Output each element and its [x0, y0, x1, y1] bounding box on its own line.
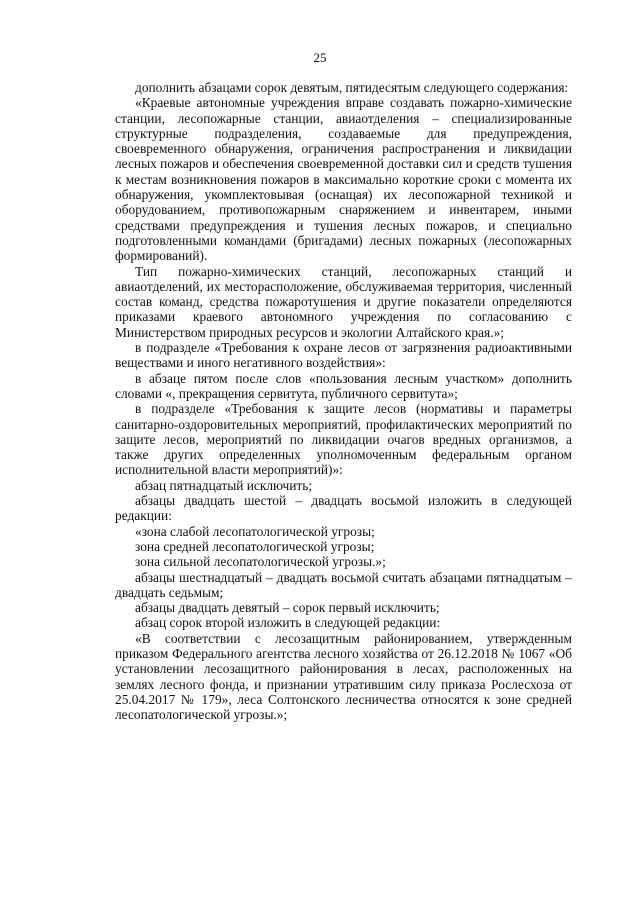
paragraph: «Краевые автономные учреждения вправе создавать пожарно-химические станции, лесопожарные станции, авиаотделения – специализированные структурные подразделения, создаваемые для предупреждения, своевременного обнаружения, ограничения распространения и ликвидации лесных пожаров и обеспечения своевременной доставки сил и средств тушения к местам возникновения пожаров в максимально короткие сроки с момента их обнаружения, укомплектовывая (оснащая) их лесопожарной техникой и оборудованием, противопожарным снаряжением и инвентарем, иными средствами предупреждения и тушения лесных пожаров, и специально подготовленными командами (бригадами) лесных пожарных (лесопожарных формирований). [115, 95, 572, 264]
paragraph: абзац сорок второй изложить в следующей редакции: [135, 615, 441, 631]
paragraph: в абзаце пятом после слов «пользования лесным участком» дополнить словами «, прекращения сервитута, публичного сервитута»; [115, 370, 572, 401]
paragraph: «В соответствии с лесозащитным районированием, утвержденным приказом Федерального агентства лесного хозяйства от 26.12.2018 № 1067 «Об установлении лесозащитного районирования в лесах, расположенных на землях лесного фонда, и признании утратившим силу приказа Рослесхоза от 25.04.2017 № 179», леса Солтонского лесничества относятся к зоне средней лесопатологической угрозы.»; [115, 630, 572, 723]
paragraph: абзацы двадцать девятый – сорок первый исключить; [135, 600, 440, 616]
paragraph: в подразделе «Требования к охране лесов от загрязнения радиоактивными веществами и иного негативного воздействия»: [115, 340, 572, 371]
paragraph: зона сильной лесопатологической угрозы.»; [135, 554, 386, 570]
document-body [115, 80, 572, 722]
paragraph: абзацы двадцать шестой – двадцать восьмой изложить в следующей редакции: [115, 493, 572, 524]
paragraph: зона средней лесопатологической угрозы; [135, 538, 375, 554]
paragraph: абзацы шестнадцатый – двадцать восьмой считать абзацами пятнадцатым – двадцать седьмым; [115, 569, 572, 600]
paragraph: в подразделе «Требования к защите лесов (нормативы и параметры санитарно-оздоровительных мероприятий, профилактических мероприятий по защите лесов, мероприятий по ликвидации очагов вредных организмов, а также других определенных уполномоченным федеральным органом исполнительной власти мероприятий)»: [115, 401, 572, 478]
paragraph: дополнить абзацами сорок девятым, пятидесятым следующего содержания: [135, 80, 569, 95]
page-number: 25 [313, 50, 327, 65]
paragraph: «зона слабой лесопатологической угрозы; [135, 523, 375, 539]
paragraph: абзац пятнадцатый исключить; [135, 477, 313, 493]
paragraph: Тип пожарно-химических станций, лесопожарных станций и авиаотделений, их месторасположение, обслуживаемая территория, численный состав команд, средства пожаротушения и другие показатели определяются приказами краевого автономного учреждения по согласованию с Министерством природных ресурсов и экологии Алтайского края.»; [115, 263, 572, 340]
